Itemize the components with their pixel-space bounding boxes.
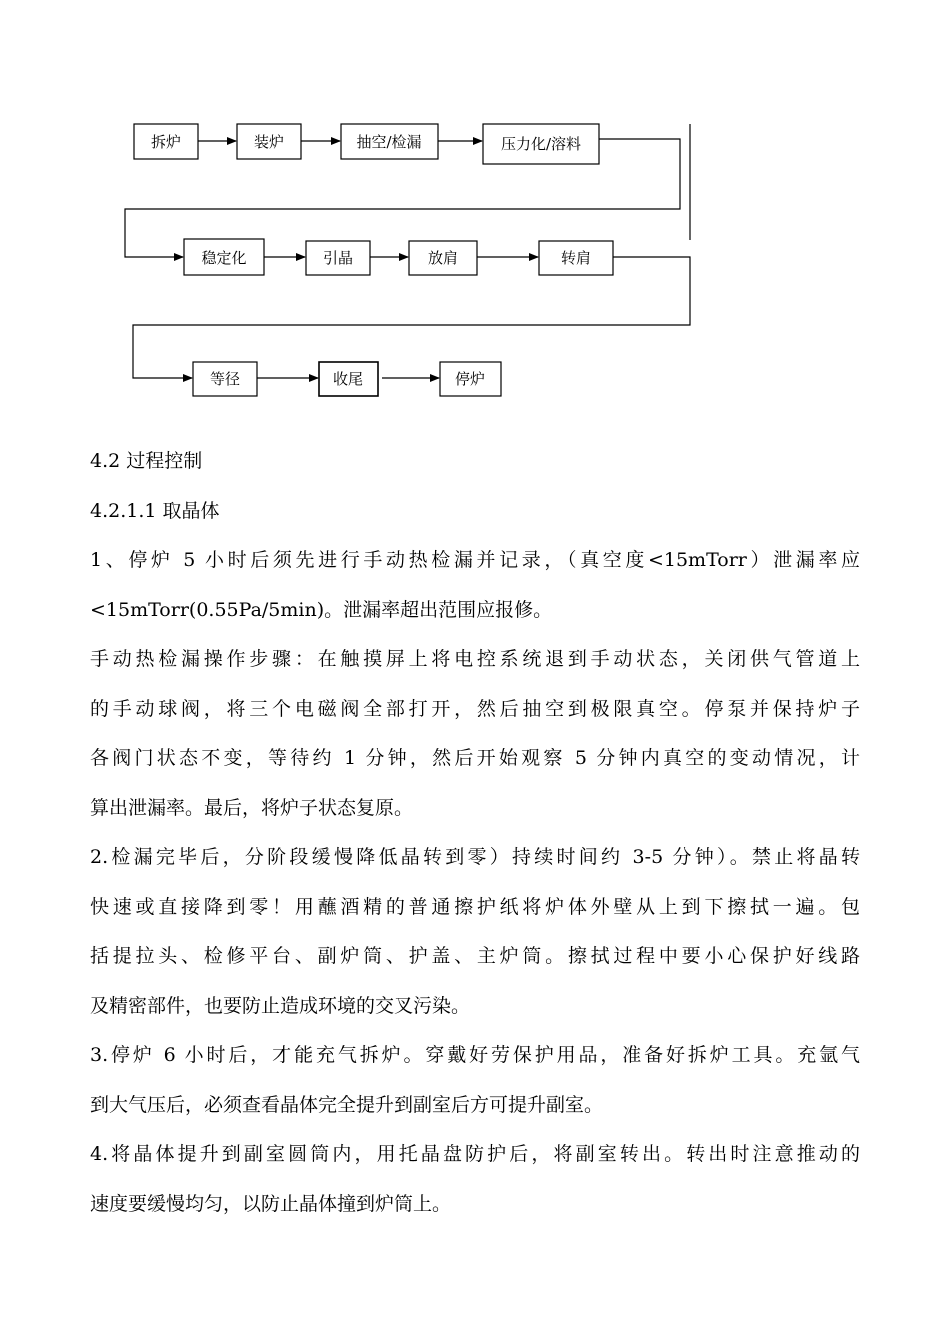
flow-node-pressurize-melt (483, 124, 599, 164)
paragraph-line: 3.停炉 6 小时后，才能充气拆炉。穿戴好劳保护用品，准备好拆炉工具。充氩气 (90, 1044, 860, 1066)
paragraph-line: 1、停炉 5 小时后须先进行手动热检漏并记录，（真空度<15mTorr）泄漏率应 (90, 549, 860, 571)
flow-node-shoulder-turn (539, 241, 613, 275)
flow-node-dismantle-label: 拆炉 (150, 133, 182, 151)
paragraph-5 (90, 1130, 860, 1229)
flow-node-evacuate (341, 124, 438, 159)
flow-node-shoulder-label: 放肩 (427, 249, 459, 267)
flow-node-load-label: 装炉 (253, 133, 285, 151)
flow-node-tail-label: 收尾 (332, 370, 364, 388)
paragraph-line: 到大气压后，必须查看晶体完全提升到副室后方可提升副室。 (90, 1093, 604, 1116)
flow-node-neck-label: 引晶 (322, 249, 354, 267)
paragraph-2 (90, 635, 860, 833)
paragraph-line: 速度要缓慢均匀，以防止晶体撞到炉筒上。 (90, 1192, 452, 1215)
flow-node-shoulder (409, 241, 477, 275)
flow-node-neck (306, 241, 370, 275)
flow-node-load (237, 124, 301, 159)
subsection-heading: 4.2.1.1 取晶体 (90, 499, 220, 522)
flow-node-tail (319, 362, 378, 396)
flow-node-shoulder-turn-label: 转肩 (560, 249, 592, 267)
flow-node-evacuate-label: 抽空/检漏 (356, 133, 422, 151)
paragraph-line: 括提拉头、检修平台、副炉筒、护盖、主炉筒。擦拭过程中要小心保护好线路 (90, 945, 860, 967)
flow-node-stabilize-label: 稳定化 (201, 249, 247, 267)
paragraph-line: 快速或直接降到零！用蘸酒精的普通擦护纸将炉体外壁从上到下擦拭一遍。包 (90, 895, 860, 918)
flow-node-dismantle (134, 124, 198, 159)
paragraph-line: 及精密部件，也要防止造成环境的交叉污染。 (90, 994, 471, 1017)
paragraph-line: <15mTorr(0.55Pa/5min)。泄漏率超出范围应报修。 (90, 598, 553, 621)
paragraph-line: 算出泄漏率。最后，将炉子状态复原。 (90, 796, 414, 819)
flow-node-body (193, 362, 257, 396)
paragraph-line: 手动热检漏操作步骤：在触摸屏上将电控系统退到手动状态，关闭供气管道上 (90, 648, 860, 670)
paragraph-line: 2.检漏完毕后，分阶段缓慢降低晶转到零）持续时间约 3-5 分钟）。禁止将晶转 (90, 846, 860, 868)
paragraph-1 (90, 536, 860, 635)
flow-node-shutdown-label: 停炉 (454, 370, 486, 388)
paragraph-3 (90, 833, 860, 1031)
document-body (90, 437, 860, 1229)
flow-node-pressurize-melt-label: 压力化/溶料 (500, 135, 582, 153)
paragraph-line: 各阀门状态不变，等待约 1 分钟，然后开始观察 5 分钟内真空的变动情况，计 (90, 747, 860, 769)
process-flowchart (0, 0, 950, 420)
section-heading: 4.2 过程控制 (90, 450, 203, 472)
flow-node-shutdown (440, 362, 501, 396)
paragraph-line: 的手动球阀，将三个电磁阀全部打开，然后抽空到极限真空。停泵并保持炉子 (90, 697, 860, 720)
flow-node-stabilize (184, 239, 264, 275)
paragraph-line: 4.将晶体提升到副室圆筒内，用托晶盘防护后，将副室转出。转出时注意推动的 (90, 1143, 860, 1165)
paragraph-4 (90, 1031, 860, 1130)
flow-node-body-label: 等径 (209, 370, 241, 388)
